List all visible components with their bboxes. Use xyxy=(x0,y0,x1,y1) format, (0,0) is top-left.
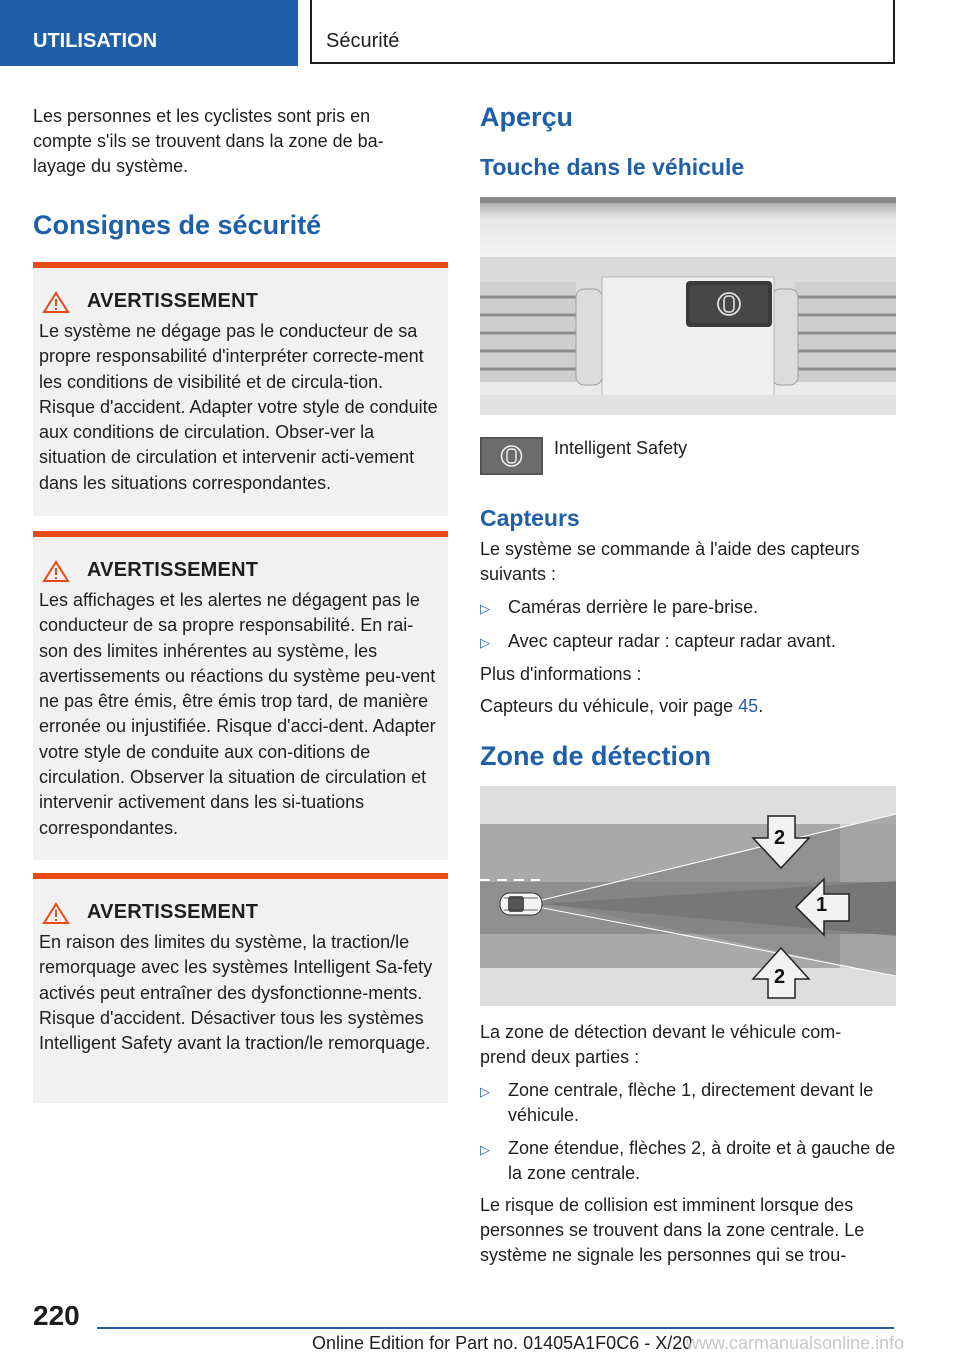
warning-label: AVERTISSEMENT xyxy=(87,559,259,581)
footer-divider xyxy=(97,1327,894,1329)
page-reference: Capteurs du véhicule, voir page 45. xyxy=(480,696,764,716)
section-tab xyxy=(0,0,298,66)
zone-arrow-label: 1 xyxy=(816,894,828,916)
watermark: www.carmanualsonline.info xyxy=(686,1333,905,1353)
bullet-triangle-icon: ▷ xyxy=(480,1084,490,1099)
bullet-triangle-icon: ▷ xyxy=(480,601,490,616)
overview-title: Aperçu xyxy=(480,102,574,132)
warning-triangle-icon xyxy=(41,291,75,313)
dashboard-image xyxy=(480,197,896,415)
warning-triangle-icon xyxy=(41,560,75,582)
zone-text: Le risque de collision est imminent lorsque des personnes se trouvent dans la zone centrale. Le système ne signale les personnes qui se trou- xyxy=(480,1195,865,1265)
more-info: Plus d'informations : xyxy=(480,664,642,684)
intelligent-safety-icon xyxy=(480,437,543,475)
page-number: 220 xyxy=(33,1300,80,1331)
sensor-item: ▷ Avec capteur radar : capteur radar avant. xyxy=(480,629,896,655)
warning-label: AVERTISSEMENT xyxy=(87,901,259,923)
zone-item: ▷ Zone centrale, flèche 1, directement devant le véhicule. xyxy=(480,1078,896,1128)
detection-zone-image xyxy=(480,786,896,1006)
key-legend xyxy=(480,437,896,475)
section-label: UTILISATION xyxy=(33,30,158,52)
footer-edition: Online Edition for Part no. 01405A1F0C6 - X/20 xyxy=(312,1333,693,1353)
sensors-intro: Le système se commande à l'aide des capteurs suivants : xyxy=(480,539,860,584)
zone-intro: La zone de détection devant le véhicule com-prend deux parties : xyxy=(480,1022,842,1067)
left-column xyxy=(33,104,448,1103)
warning-box-3 xyxy=(33,873,448,1103)
warning-text: Les affichages et les alertes ne dégagent pas le conducteur de sa propre responsabilité. En rai-son des limites inhérentes au système, les avertissements ou réactions du système peu-vent ne pas être émis, être émis trop tard, de manière erronée ou injustifiée. Risque d'acci-dent. Adapter votre style de conduite aux con-ditions de circulation. Observer la situation de circulation et intervenir activement dans les si-tuations correspondantes. xyxy=(39,590,436,838)
warning-label: AVERTISSEMENT xyxy=(87,290,259,312)
chapter-header xyxy=(310,0,895,64)
warning-text: Le système ne dégage pas le conducteur de sa propre responsabilité d'interpréter correcte-ment les conditions de visibilité et de circula-tion. Risque d'accident. Adapter votre style de conduite aux conditions de circulation. Obser-ver la situation de circulation et intervenir acti-vement dans les situations correspondantes. xyxy=(39,321,438,493)
zone-item: ▷ Zone étendue, flèches 2, à droite et à gauche de la zone centrale. xyxy=(480,1136,896,1186)
intro-paragraph: Les personnes et les cyclistes sont pris en compte s'ils se trouvent dans la zone de ba-layage du système. xyxy=(33,106,384,176)
key-subtitle: Touche dans le véhicule xyxy=(480,154,745,180)
warning-text: En raison des limites du système, la traction/le remorquage avec les systèmes Intelligent Sa-fety activés peut entraîner des dysfonctionne-ments. Risque d'accident. Désactiver tous les systèmes Intelligent Safety avant la traction/le remorquage. xyxy=(39,932,433,1054)
key-label: Intelligent Safety xyxy=(554,438,688,458)
zone-title: Zone de détection xyxy=(480,741,712,771)
chapter-label: Sécurité xyxy=(326,30,400,52)
zone-arrow-label: 2 xyxy=(774,966,786,988)
detection-zone-diagram xyxy=(480,786,896,1006)
bullet-triangle-icon: ▷ xyxy=(480,1142,490,1157)
bullet-triangle-icon: ▷ xyxy=(480,635,490,650)
sensor-item: ▷ Caméras derrière le pare-brise. xyxy=(480,595,896,621)
right-column xyxy=(480,100,896,1268)
safety-title: Consignes de sécurité xyxy=(33,210,322,240)
warning-box-2 xyxy=(33,531,448,860)
sensors-subtitle: Capteurs xyxy=(480,505,580,531)
zone-arrow-label: 2 xyxy=(774,827,786,849)
warning-box-1 xyxy=(33,262,448,516)
warning-triangle-icon xyxy=(41,902,75,924)
vehicle-button-photo xyxy=(480,197,896,415)
page-link[interactable]: 45 xyxy=(738,696,759,716)
